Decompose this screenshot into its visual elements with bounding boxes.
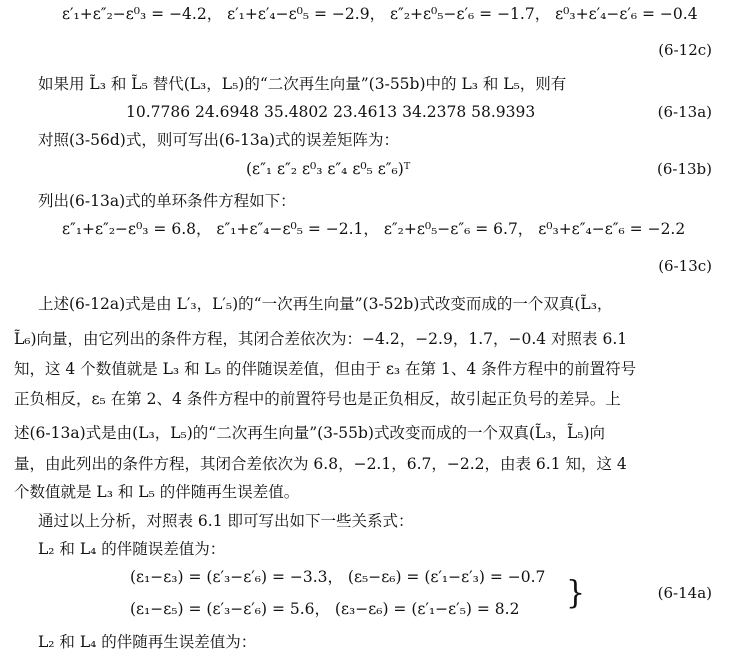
equation-6-13b: (ε″₁ ε″₂ ε⁰₃ ε″₄ ε⁰₅ ε″₆)ᵀ — [246, 160, 411, 178]
paragraph-l2-l4-regenerated: L₂ 和 L₄ 的伴随再生误差值为： — [38, 633, 257, 651]
equation-number-6-14a: (6-14a) — [657, 584, 712, 602]
right-brace-symbol: } — [566, 575, 586, 612]
paragraph-error-matrix: 对照(3-56d)式，则可写出(6-13a)式的误差矩阵为： — [38, 131, 399, 149]
equation-6-14a-line-1: (ε₁−ε₃) = (ε′₃−ε′₆) = −3.3， (ε₅−ε₆) = (ε′₁−ε′₃) = −0.7 — [130, 568, 546, 586]
paragraph-loop-equations: 列出(6-13a)式的单环条件方程如下： — [38, 192, 296, 210]
paragraph-main-line-1: 上述(6-12a)式是由 L′₃，L′₅)的“一次再生向量”(3-52b)式改变而成的一个双真(L̃₃， — [38, 295, 613, 313]
paragraph-main-line-5: 述(6-13a)式是由(L₃，L₅)的“二次再生向量”(3-55b)式改变而成的一个双真(L̃₃，L̃₅)向 — [14, 424, 606, 442]
equation-number-6-12c: (6-12c) — [658, 41, 712, 59]
paragraph-analysis: 通过以上分析，对照表 6.1 即可写出如下一些关系式： — [38, 512, 414, 530]
equation-6-13c: ε″₁+ε″₂−ε⁰₃ = 6.8， ε″₁+ε″₄−ε⁰₅ = −2.1， ε″₂+ε⁰₅−ε″₆ = 6.7， ε⁰₃+ε″₄−ε″₆ = −2.2 — [62, 220, 686, 238]
paragraph-main-line-3: 知，这 4 个数值就是 L₃ 和 L₅ 的伴随误差值，但由于 ε₃ 在第 1、4 条件方程中的前置符号 — [14, 360, 637, 378]
equation-6-13a-values: 10.7786 24.6948 35.4802 23.4613 34.2378 58.9393 — [126, 103, 536, 121]
paragraph-main-line-2: L̃₆)向量，由它列出的条件方程，其闭合差依次为：−4.2，−2.9，1.7，−0.4 对照表 6.1 — [14, 330, 628, 348]
paragraph-replace: 如果用 L̃₃ 和 L̃₅ 替代(L₃，L₅)的“二次再生向量”(3-55b)中的 L₃ 和 L₅，则有 — [38, 75, 567, 93]
equation-6-14a-line-2: (ε₁−ε₅) = (ε′₃−ε′₆) = 5.6， (ε₃−ε₆) = (ε′₁−ε′₅) = 8.2 — [130, 600, 520, 618]
equation-6-12c: ε′₁+ε″₂−ε⁰₃ = −4.2， ε′₁+ε′₄−ε⁰₅ = −2.9， ε″₂+ε⁰₅−ε′₆ = −1.7， ε⁰₃+ε′₄−ε′₆ = −0.4 — [62, 5, 698, 23]
paragraph-main-line-4: 正负相反，ε₅ 在第 2、4 条件方程中的前置符号也是正负相反，故引起正负号的差异。上 — [14, 390, 621, 408]
paragraph-main-line-6: 量，由此列出的条件方程，其闭合差依次为 6.8，−2.1，6.7，−2.2，由表 6.1 知，这 4 — [14, 455, 627, 473]
equation-number-6-13c: (6-13c) — [658, 257, 712, 275]
equation-number-6-13b: (6-13b) — [656, 160, 712, 178]
paragraph-main-line-7: 个数值就是 L₃ 和 L₅ 的伴随再生误差值。 — [14, 483, 300, 501]
equation-number-6-13a: (6-13a) — [657, 103, 712, 121]
paragraph-l2-l4-error: L₂ 和 L₄ 的伴随误差值为： — [38, 540, 226, 558]
